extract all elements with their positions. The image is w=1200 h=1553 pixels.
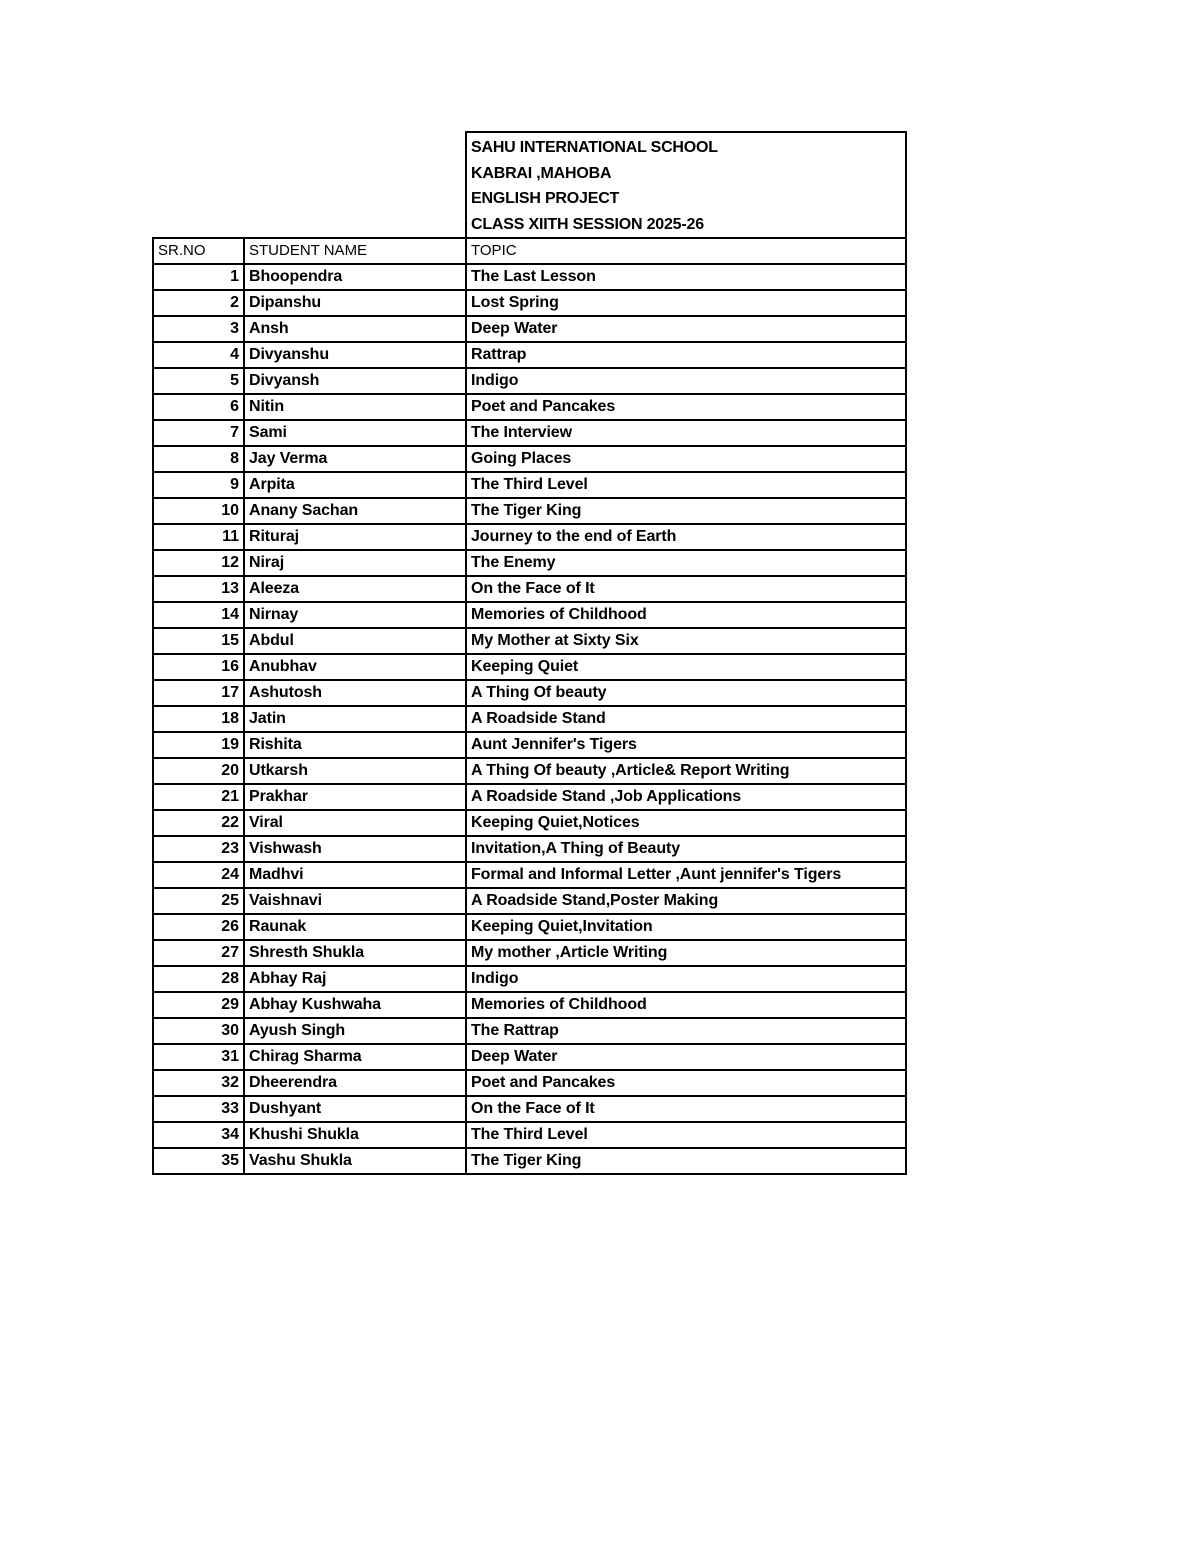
topic-cell: Memories of Childhood — [466, 992, 906, 1018]
student-name-cell: Abhay Kushwaha — [244, 992, 466, 1018]
topic-cell: The Interview — [466, 420, 906, 446]
table-row — [153, 342, 906, 368]
project-title: ENGLISH PROJECT — [471, 190, 620, 207]
table-row — [153, 966, 906, 992]
sr-no-cell: 8 — [153, 446, 244, 472]
student-name-cell: Ashutosh — [244, 680, 466, 706]
sr-no-cell: 12 — [153, 550, 244, 576]
sr-no-cell: 30 — [153, 1018, 244, 1044]
header-row — [153, 132, 906, 238]
table-row — [153, 1148, 906, 1174]
table-row — [153, 498, 906, 524]
student-name-cell: Divyanshu — [244, 342, 466, 368]
table-row — [153, 810, 906, 836]
sr-no-cell: 6 — [153, 394, 244, 420]
table-row — [153, 732, 906, 758]
table-row — [153, 1018, 906, 1044]
topic-cell: A Roadside Stand ,Job Applications — [466, 784, 906, 810]
table-row — [153, 628, 906, 654]
topic-cell: A Thing Of beauty — [466, 680, 906, 706]
sr-no-cell: 7 — [153, 420, 244, 446]
sr-no-cell: 4 — [153, 342, 244, 368]
student-name-cell: Divyansh — [244, 368, 466, 394]
student-name-cell: Vaishnavi — [244, 888, 466, 914]
student-name-cell: Dushyant — [244, 1096, 466, 1122]
student-name-cell: Utkarsh — [244, 758, 466, 784]
topic-cell: A Thing Of beauty ,Article& Report Writing — [466, 758, 906, 784]
table-row — [153, 602, 906, 628]
topic-cell: On the Face of It — [466, 576, 906, 602]
sr-no-cell: 19 — [153, 732, 244, 758]
class-session: CLASS XIITH SESSION 2025-26 — [471, 215, 704, 233]
sr-no-cell: 1 — [153, 264, 244, 290]
topic-cell: Going Places — [466, 446, 906, 472]
topic-cell: On the Face of It — [466, 1096, 906, 1122]
sr-no-cell: 14 — [153, 602, 244, 628]
table-row — [153, 1044, 906, 1070]
sr-no-cell: 22 — [153, 810, 244, 836]
student-name-cell: Dheerendra — [244, 1070, 466, 1096]
student-name-cell: Anany Sachan — [244, 498, 466, 524]
student-name-cell: Viral — [244, 810, 466, 836]
table-row — [153, 758, 906, 784]
student-name-cell: Raunak — [244, 914, 466, 940]
student-name-cell: Ayush Singh — [244, 1018, 466, 1044]
student-name-cell: Jay Verma — [244, 446, 466, 472]
table-row — [153, 680, 906, 706]
school-header-block — [466, 132, 906, 238]
topic-cell: Poet and Pancakes — [466, 394, 906, 420]
table-row — [153, 784, 906, 810]
sr-no-cell: 31 — [153, 1044, 244, 1070]
student-name-cell: Ansh — [244, 316, 466, 342]
topic-cell: Indigo — [466, 966, 906, 992]
topic-cell: Indigo — [466, 368, 906, 394]
topic-cell: The Tiger King — [466, 498, 906, 524]
school-name: SAHU INTERNATIONAL SCHOOL — [471, 139, 718, 156]
sr-no-cell: 2 — [153, 290, 244, 316]
student-name-cell: Madhvi — [244, 862, 466, 888]
table-row — [153, 1096, 906, 1122]
sr-no-cell: 32 — [153, 1070, 244, 1096]
student-name-cell: Khushi Shukla — [244, 1122, 466, 1148]
table-row — [153, 472, 906, 498]
sr-no-cell: 34 — [153, 1122, 244, 1148]
student-name-cell: Niraj — [244, 550, 466, 576]
student-name-cell: Dipanshu — [244, 290, 466, 316]
student-name-cell: Vashu Shukla — [244, 1148, 466, 1174]
topic-cell: The Enemy — [466, 550, 906, 576]
sr-no-cell: 27 — [153, 940, 244, 966]
table-row — [153, 914, 906, 940]
topic-cell: Deep Water — [466, 1044, 906, 1070]
sr-no-cell: 15 — [153, 628, 244, 654]
student-name-cell: Nitin — [244, 394, 466, 420]
student-name-cell: Nirnay — [244, 602, 466, 628]
student-name-cell: Shresth Shukla — [244, 940, 466, 966]
topic-cell: Keeping Quiet,Invitation — [466, 914, 906, 940]
table-row — [153, 316, 906, 342]
table-row — [153, 446, 906, 472]
student-name-cell: Rishita — [244, 732, 466, 758]
topic-cell: Poet and Pancakes — [466, 1070, 906, 1096]
column-header-student-name: STUDENT NAME — [244, 238, 466, 264]
topic-cell: A Roadside Stand — [466, 706, 906, 732]
topic-cell: Memories of Childhood — [466, 602, 906, 628]
sr-no-cell: 5 — [153, 368, 244, 394]
blank-cell — [244, 132, 466, 238]
student-name-cell: Vishwash — [244, 836, 466, 862]
school-location: KABRAI ,MAHOBA — [471, 164, 612, 182]
table-row — [153, 1122, 906, 1148]
project-table — [152, 131, 907, 1175]
topic-cell: Deep Water — [466, 316, 906, 342]
student-name-cell: Jatin — [244, 706, 466, 732]
topic-cell: Lost Spring — [466, 290, 906, 316]
topic-cell: Journey to the end of Earth — [466, 524, 906, 550]
sr-no-cell: 26 — [153, 914, 244, 940]
sr-no-cell: 3 — [153, 316, 244, 342]
student-name-cell: Aleeza — [244, 576, 466, 602]
table-row — [153, 992, 906, 1018]
sr-no-cell: 9 — [153, 472, 244, 498]
student-name-cell: Abhay Raj — [244, 966, 466, 992]
topic-cell: My Mother at Sixty Six — [466, 628, 906, 654]
topic-cell: Aunt Jennifer's Tigers — [466, 732, 906, 758]
table-row — [153, 394, 906, 420]
sr-no-cell: 29 — [153, 992, 244, 1018]
table-row — [153, 368, 906, 394]
table-row — [153, 524, 906, 550]
topic-cell: Invitation,A Thing of Beauty — [466, 836, 906, 862]
table-row — [153, 1070, 906, 1096]
student-name-cell: Prakhar — [244, 784, 466, 810]
student-name-cell: Abdul — [244, 628, 466, 654]
topic-cell: Keeping Quiet — [466, 654, 906, 680]
topic-cell: Keeping Quiet,Notices — [466, 810, 906, 836]
student-name-cell: Rituraj — [244, 524, 466, 550]
spreadsheet-page — [152, 131, 907, 1175]
table-row — [153, 654, 906, 680]
topic-cell: My mother ,Article Writing — [466, 940, 906, 966]
sr-no-cell: 28 — [153, 966, 244, 992]
student-name-cell: Arpita — [244, 472, 466, 498]
topic-cell: The Rattrap — [466, 1018, 906, 1044]
topic-cell: Rattrap — [466, 342, 906, 368]
topic-cell: The Last Lesson — [466, 264, 906, 290]
sr-no-cell: 25 — [153, 888, 244, 914]
sr-no-cell: 20 — [153, 758, 244, 784]
table-row — [153, 706, 906, 732]
column-header-sr-no: SR.NO — [153, 238, 244, 264]
student-name-cell: Bhoopendra — [244, 264, 466, 290]
sr-no-cell: 35 — [153, 1148, 244, 1174]
table-row — [153, 836, 906, 862]
table-row — [153, 264, 906, 290]
student-name-cell: Sami — [244, 420, 466, 446]
sr-no-cell: 33 — [153, 1096, 244, 1122]
sr-no-cell: 18 — [153, 706, 244, 732]
topic-cell: A Roadside Stand,Poster Making — [466, 888, 906, 914]
topic-cell: The Third Level — [466, 1122, 906, 1148]
topic-cell: The Tiger King — [466, 1148, 906, 1174]
sr-no-cell: 16 — [153, 654, 244, 680]
student-name-cell: Anubhav — [244, 654, 466, 680]
sr-no-cell: 21 — [153, 784, 244, 810]
column-header-row — [153, 238, 906, 264]
sr-no-cell: 10 — [153, 498, 244, 524]
topic-cell: Formal and Informal Letter ,Aunt jennifer's Tigers — [466, 862, 906, 888]
table-row — [153, 862, 906, 888]
table-row — [153, 290, 906, 316]
student-name-cell: Chirag Sharma — [244, 1044, 466, 1070]
sr-no-cell: 23 — [153, 836, 244, 862]
table-row — [153, 420, 906, 446]
table-row — [153, 550, 906, 576]
column-header-topic: TOPIC — [466, 238, 906, 264]
sr-no-cell: 11 — [153, 524, 244, 550]
table-row — [153, 888, 906, 914]
table-row — [153, 940, 906, 966]
sr-no-cell: 24 — [153, 862, 244, 888]
sr-no-cell: 17 — [153, 680, 244, 706]
table-row — [153, 576, 906, 602]
sr-no-cell: 13 — [153, 576, 244, 602]
topic-cell: The Third Level — [466, 472, 906, 498]
blank-cell — [153, 132, 244, 238]
